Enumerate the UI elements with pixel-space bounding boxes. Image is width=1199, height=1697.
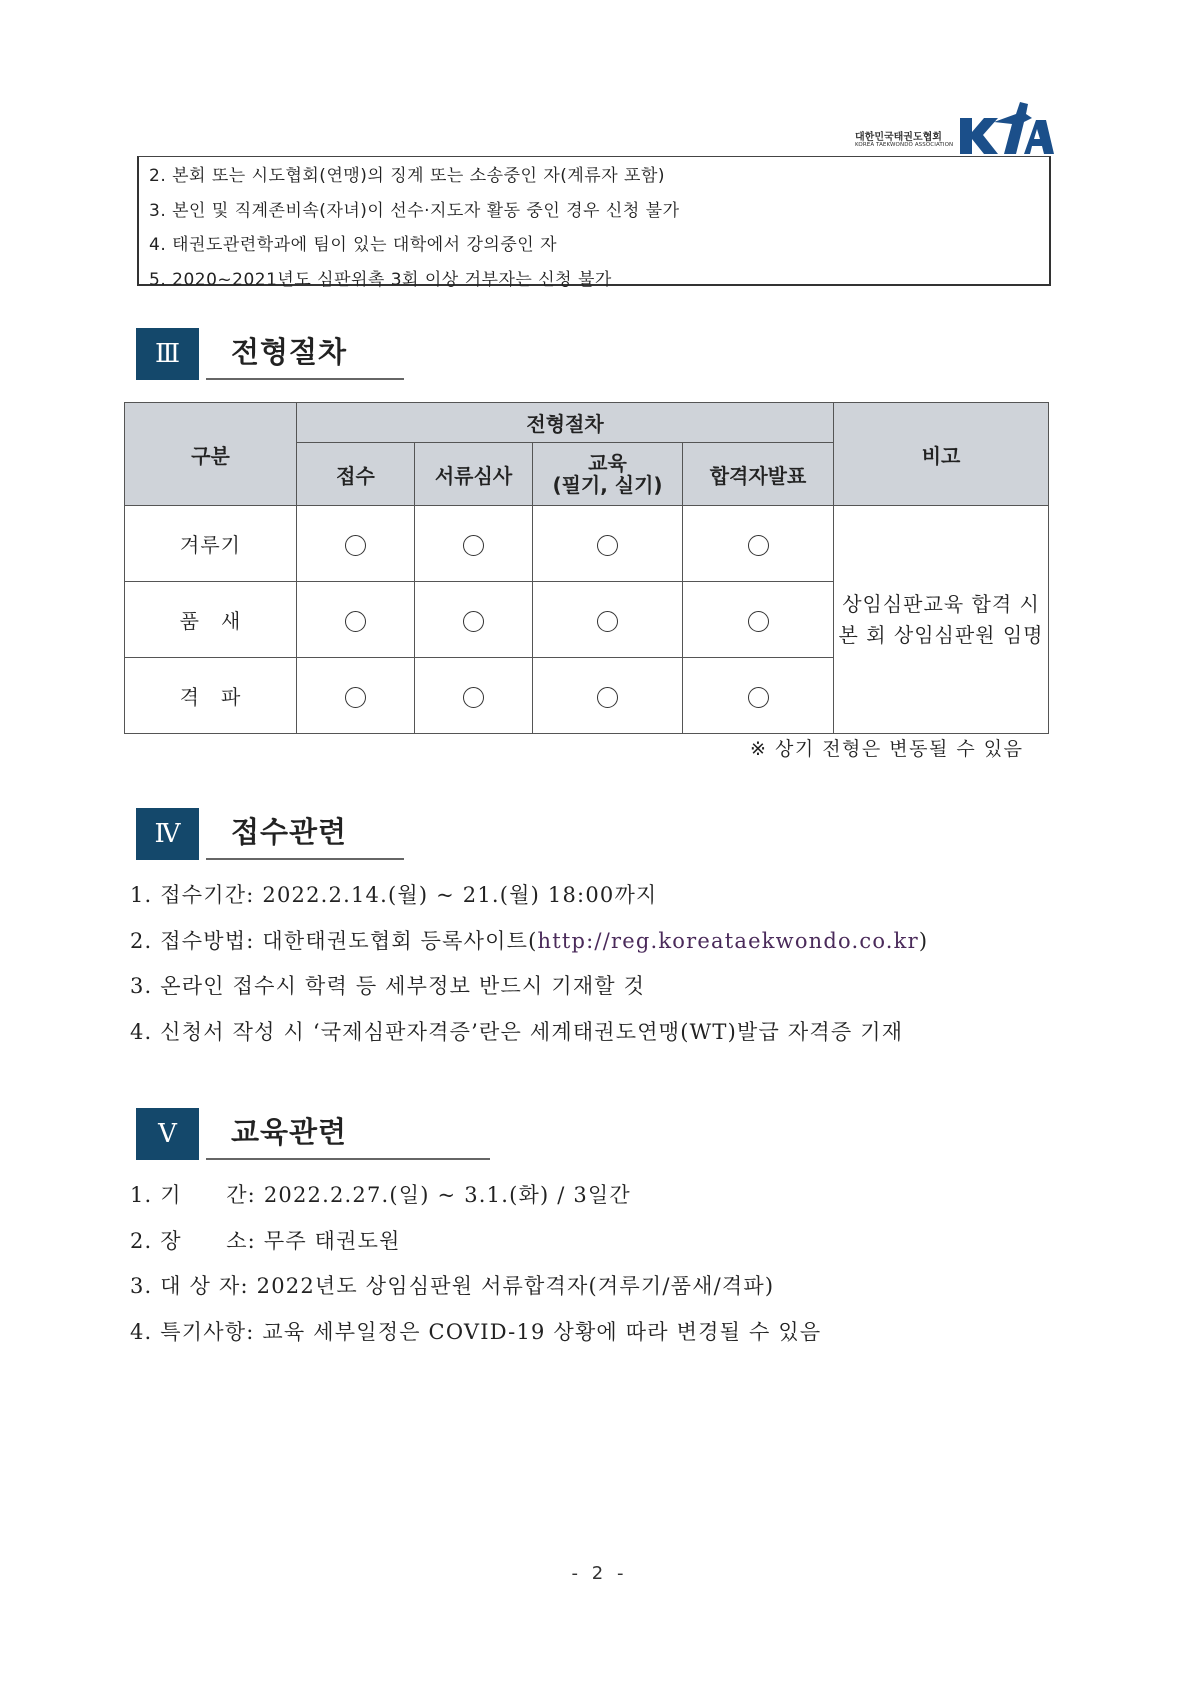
header-education-label: 교육	[588, 451, 627, 475]
check-cell	[297, 582, 415, 658]
header-category: 구분	[125, 403, 297, 506]
circle-mark-icon	[463, 535, 484, 556]
circle-mark-icon	[345, 535, 366, 556]
logo-org-name-kr: 대한민국태권도협회	[855, 132, 942, 143]
list-item-prefix: 2. 접수방법: 대한태권도협회 등록사이트(	[130, 928, 538, 953]
logo-org-name-en: KOREA TAEKWONDO ASSOCIATION	[855, 142, 954, 148]
remark-line: 상임심판교육 합격 시	[842, 591, 1040, 616]
header-reception: 접수	[297, 443, 415, 506]
row-label: 품 새	[125, 582, 297, 658]
header-remark: 비고	[834, 403, 1049, 506]
circle-mark-icon	[748, 611, 769, 632]
section-title: 교육관련	[231, 1115, 348, 1149]
section-underline	[206, 378, 404, 380]
check-cell	[415, 658, 533, 734]
check-cell	[533, 658, 683, 734]
check-cell	[297, 658, 415, 734]
circle-mark-icon	[345, 611, 366, 632]
circle-mark-icon	[463, 611, 484, 632]
section-4-heading	[136, 808, 636, 862]
check-cell	[533, 582, 683, 658]
section-underline	[206, 858, 404, 860]
check-cell	[533, 506, 683, 582]
restriction-item: 5. 2020~2021년도 심판위촉 3회 이상 거부자는 신청 불가	[149, 269, 612, 290]
section-3-heading	[136, 328, 636, 382]
section-underline	[206, 1158, 490, 1160]
row-label: 격 파	[125, 658, 297, 734]
circle-mark-icon	[463, 687, 484, 708]
list-item: 3. 온라인 접수시 학력 등 세부정보 반드시 기재할 것	[130, 974, 646, 998]
list-item: 4. 신청서 작성 시 ‘국제심판자격증’란은 세계태권도연맹(WT)발급 자격증 기재	[130, 1019, 904, 1044]
circle-mark-icon	[597, 535, 618, 556]
page-number: - 2 -	[571, 1563, 628, 1584]
list-item: 1. 기 간: 2022.2.27.(일) ~ 3.1.(화) / 3일간	[130, 1183, 631, 1207]
row-label: 겨루기	[125, 506, 297, 582]
registration-site-link[interactable]: http://reg.koreataekwondo.co.kr	[537, 928, 919, 953]
circle-mark-icon	[597, 611, 618, 632]
circle-mark-icon	[748, 535, 769, 556]
list-item	[130, 919, 928, 965]
circle-mark-icon	[345, 687, 366, 708]
check-cell	[415, 506, 533, 582]
table-row	[125, 506, 1049, 582]
header-education-detail: (필기, 실기)	[552, 473, 663, 497]
selection-procedure-table	[124, 402, 1049, 734]
header-document-review: 서류심사	[415, 443, 533, 506]
header-announcement: 합격자발표	[683, 443, 834, 506]
check-cell	[683, 506, 834, 582]
table-note: ※ 상기 전형은 변동될 수 있음	[750, 738, 1024, 760]
education-info-list	[130, 1173, 821, 1355]
section-5-heading	[136, 1108, 636, 1162]
list-item: 1. 접수기간: 2022.2.14.(월) ~ 21.(월) 18:00까지	[130, 883, 658, 907]
check-cell	[297, 506, 415, 582]
restriction-item: 2. 본회 또는 시도협회(연맹)의 징계 또는 소송중인 자(계류자 포함)	[149, 166, 666, 186]
restriction-item: 4. 태권도관련학과에 팀이 있는 대학에서 강의중인 자	[149, 235, 558, 255]
check-cell	[683, 658, 834, 734]
circle-mark-icon	[597, 687, 618, 708]
list-item: 3. 대 상 자: 2022년도 상임심판원 서류합격자(겨루기/품새/격파)	[130, 1274, 775, 1298]
section-numeral-badge: Ⅳ	[136, 808, 199, 860]
list-item-suffix: )	[918, 928, 929, 953]
header-procedure-group: 전형절차	[297, 403, 834, 443]
header-education	[533, 443, 683, 506]
eligibility-restrictions-box	[137, 156, 1051, 290]
application-info-list	[130, 873, 928, 1055]
kta-emblem-icon	[958, 100, 1054, 156]
section-numeral-badge: Ⅲ	[136, 328, 199, 380]
list-item: 4. 특기사항: 교육 세부일정은 COVID-19 상황에 따라 변경될 수 있음	[130, 1319, 822, 1344]
restriction-item: 3. 본인 및 직계존비속(자녀)이 선수·지도자 활동 중인 경우 신청 불가	[149, 200, 680, 221]
check-cell	[683, 582, 834, 658]
remark-cell	[834, 506, 1049, 734]
kta-logo	[855, 100, 1055, 160]
section-numeral-badge: Ⅴ	[136, 1108, 199, 1160]
remark-line: 본 회 상임심판원 임명	[838, 622, 1044, 647]
section-title: 전형절차	[231, 335, 348, 369]
check-cell	[415, 582, 533, 658]
circle-mark-icon	[748, 687, 769, 708]
list-item: 2. 장 소: 무주 태권도원	[130, 1228, 401, 1253]
section-title: 접수관련	[231, 815, 348, 849]
